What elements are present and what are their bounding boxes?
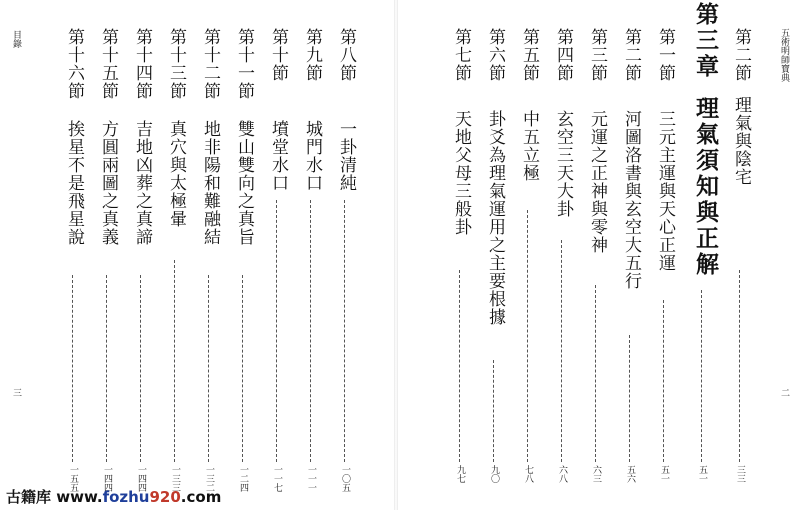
- toc-page-number: 五一: [659, 465, 669, 483]
- left-page: [0, 0, 396, 510]
- toc-entry-title: 玄空三天大卦: [553, 110, 573, 218]
- toc-page-number: 一四四: [102, 465, 112, 492]
- leader-line: [595, 285, 596, 462]
- toc-entry-title: 中五立極: [519, 110, 539, 182]
- toc-entry-title: 真穴與太極暈: [166, 120, 186, 228]
- toc-section-label: 第十四節: [132, 28, 152, 100]
- chapter-label: 第三章: [692, 2, 719, 80]
- toc-section-label: 第二節: [731, 28, 751, 82]
- toc-section-label: 第五節: [519, 28, 539, 82]
- toc-section-label: 第十節: [268, 28, 288, 82]
- right-page-number: 二: [779, 388, 789, 397]
- toc-entry-title: 方圓兩圖之真義: [98, 120, 118, 246]
- leader-line: [739, 270, 740, 462]
- toc-page-number: 一一七: [272, 465, 282, 492]
- leader-line: [663, 300, 664, 462]
- toc-entry-title: 挨星不是飛星說: [64, 120, 84, 246]
- toc-section-label: 第九節: [302, 28, 322, 82]
- toc-section-label: 第十五節: [98, 28, 118, 100]
- toc-page-number: 六三: [591, 465, 601, 483]
- toc-entry-title: 墳堂水口: [268, 120, 288, 192]
- left-running-header: 目錄: [11, 30, 21, 48]
- toc-section-label: 第一節: [655, 28, 675, 82]
- toc-section-label: 第七節: [451, 28, 471, 82]
- toc-section-label: 第十六節: [64, 28, 84, 100]
- toc-entry-title: 雙山雙向之真旨: [234, 120, 254, 246]
- toc-page-number: 一〇五: [340, 465, 350, 492]
- leader-line: [208, 275, 209, 462]
- toc-entry-title: 卦爻為理氣運用之主要根據: [485, 110, 505, 326]
- watermark-url[interactable]: www.fozhu920.com: [56, 488, 222, 506]
- toc-page-number: 一三三: [170, 465, 180, 492]
- toc-page-number: 五一: [697, 465, 707, 483]
- leader-line: [242, 275, 243, 462]
- right-page: [397, 0, 793, 510]
- chapter-title: 理氣須知與正解: [692, 96, 719, 278]
- toc-page-number: 一二四: [238, 465, 248, 492]
- leader-line: [72, 275, 73, 462]
- watermark-brand: 古籍库: [6, 488, 52, 506]
- toc-entry-title: 地非陽和難融結: [200, 120, 220, 246]
- toc-entry-title: 理氣與陰宅: [731, 96, 751, 186]
- toc-entry-title: 吉地凶葬之真諦: [132, 120, 152, 246]
- toc-section-label: 第四節: [553, 28, 573, 82]
- toc-page-number: 一三二: [204, 465, 214, 492]
- toc-page-number: 七八: [523, 465, 533, 483]
- toc-section-label: 第三節: [587, 28, 607, 82]
- leader-line: [561, 240, 562, 462]
- toc-page-number: 一一一: [306, 465, 316, 492]
- toc-section-label: 第二節: [621, 28, 641, 82]
- toc-entry-title: 一卦清純: [336, 120, 356, 192]
- toc-entry-title: 天地父母三般卦: [451, 110, 471, 236]
- toc-entry-title: 城門水口: [302, 120, 322, 192]
- toc-section-label: 第十二節: [200, 28, 220, 100]
- site-watermark[interactable]: [6, 486, 221, 507]
- toc-page-number: 一四四: [136, 465, 146, 492]
- toc-entry-title: 元運之正神與零神: [587, 110, 607, 254]
- leader-line: [344, 200, 345, 462]
- leader-line: [174, 260, 175, 462]
- leader-line: [140, 275, 141, 462]
- right-running-header: 五術明師寶典: [779, 28, 789, 82]
- left-page-number: 三: [11, 388, 21, 397]
- toc-page-number: 三三: [735, 465, 745, 483]
- leader-line: [629, 335, 630, 462]
- toc-page-number: 六八: [557, 465, 567, 483]
- toc-entry-title: 三元主運與天心正運: [655, 110, 675, 272]
- toc-section-label: 第十一節: [234, 28, 254, 100]
- leader-line: [459, 270, 460, 462]
- toc-page-number: 五六: [625, 465, 635, 483]
- leader-line: [310, 200, 311, 462]
- toc-entry-title: 河圖洛書與玄空大五行: [621, 110, 641, 290]
- leader-line: [701, 290, 702, 462]
- leader-line: [276, 200, 277, 462]
- toc-page-number: 一五五: [68, 465, 78, 492]
- leader-line: [527, 210, 528, 462]
- leader-line: [493, 360, 494, 462]
- leader-line: [106, 275, 107, 462]
- toc-page-number: 九〇: [489, 465, 499, 483]
- toc-section-label: 第六節: [485, 28, 505, 82]
- toc-section-label: 第十三節: [166, 28, 186, 100]
- toc-section-label: 第八節: [336, 28, 356, 82]
- toc-page-number: 九七: [455, 465, 465, 483]
